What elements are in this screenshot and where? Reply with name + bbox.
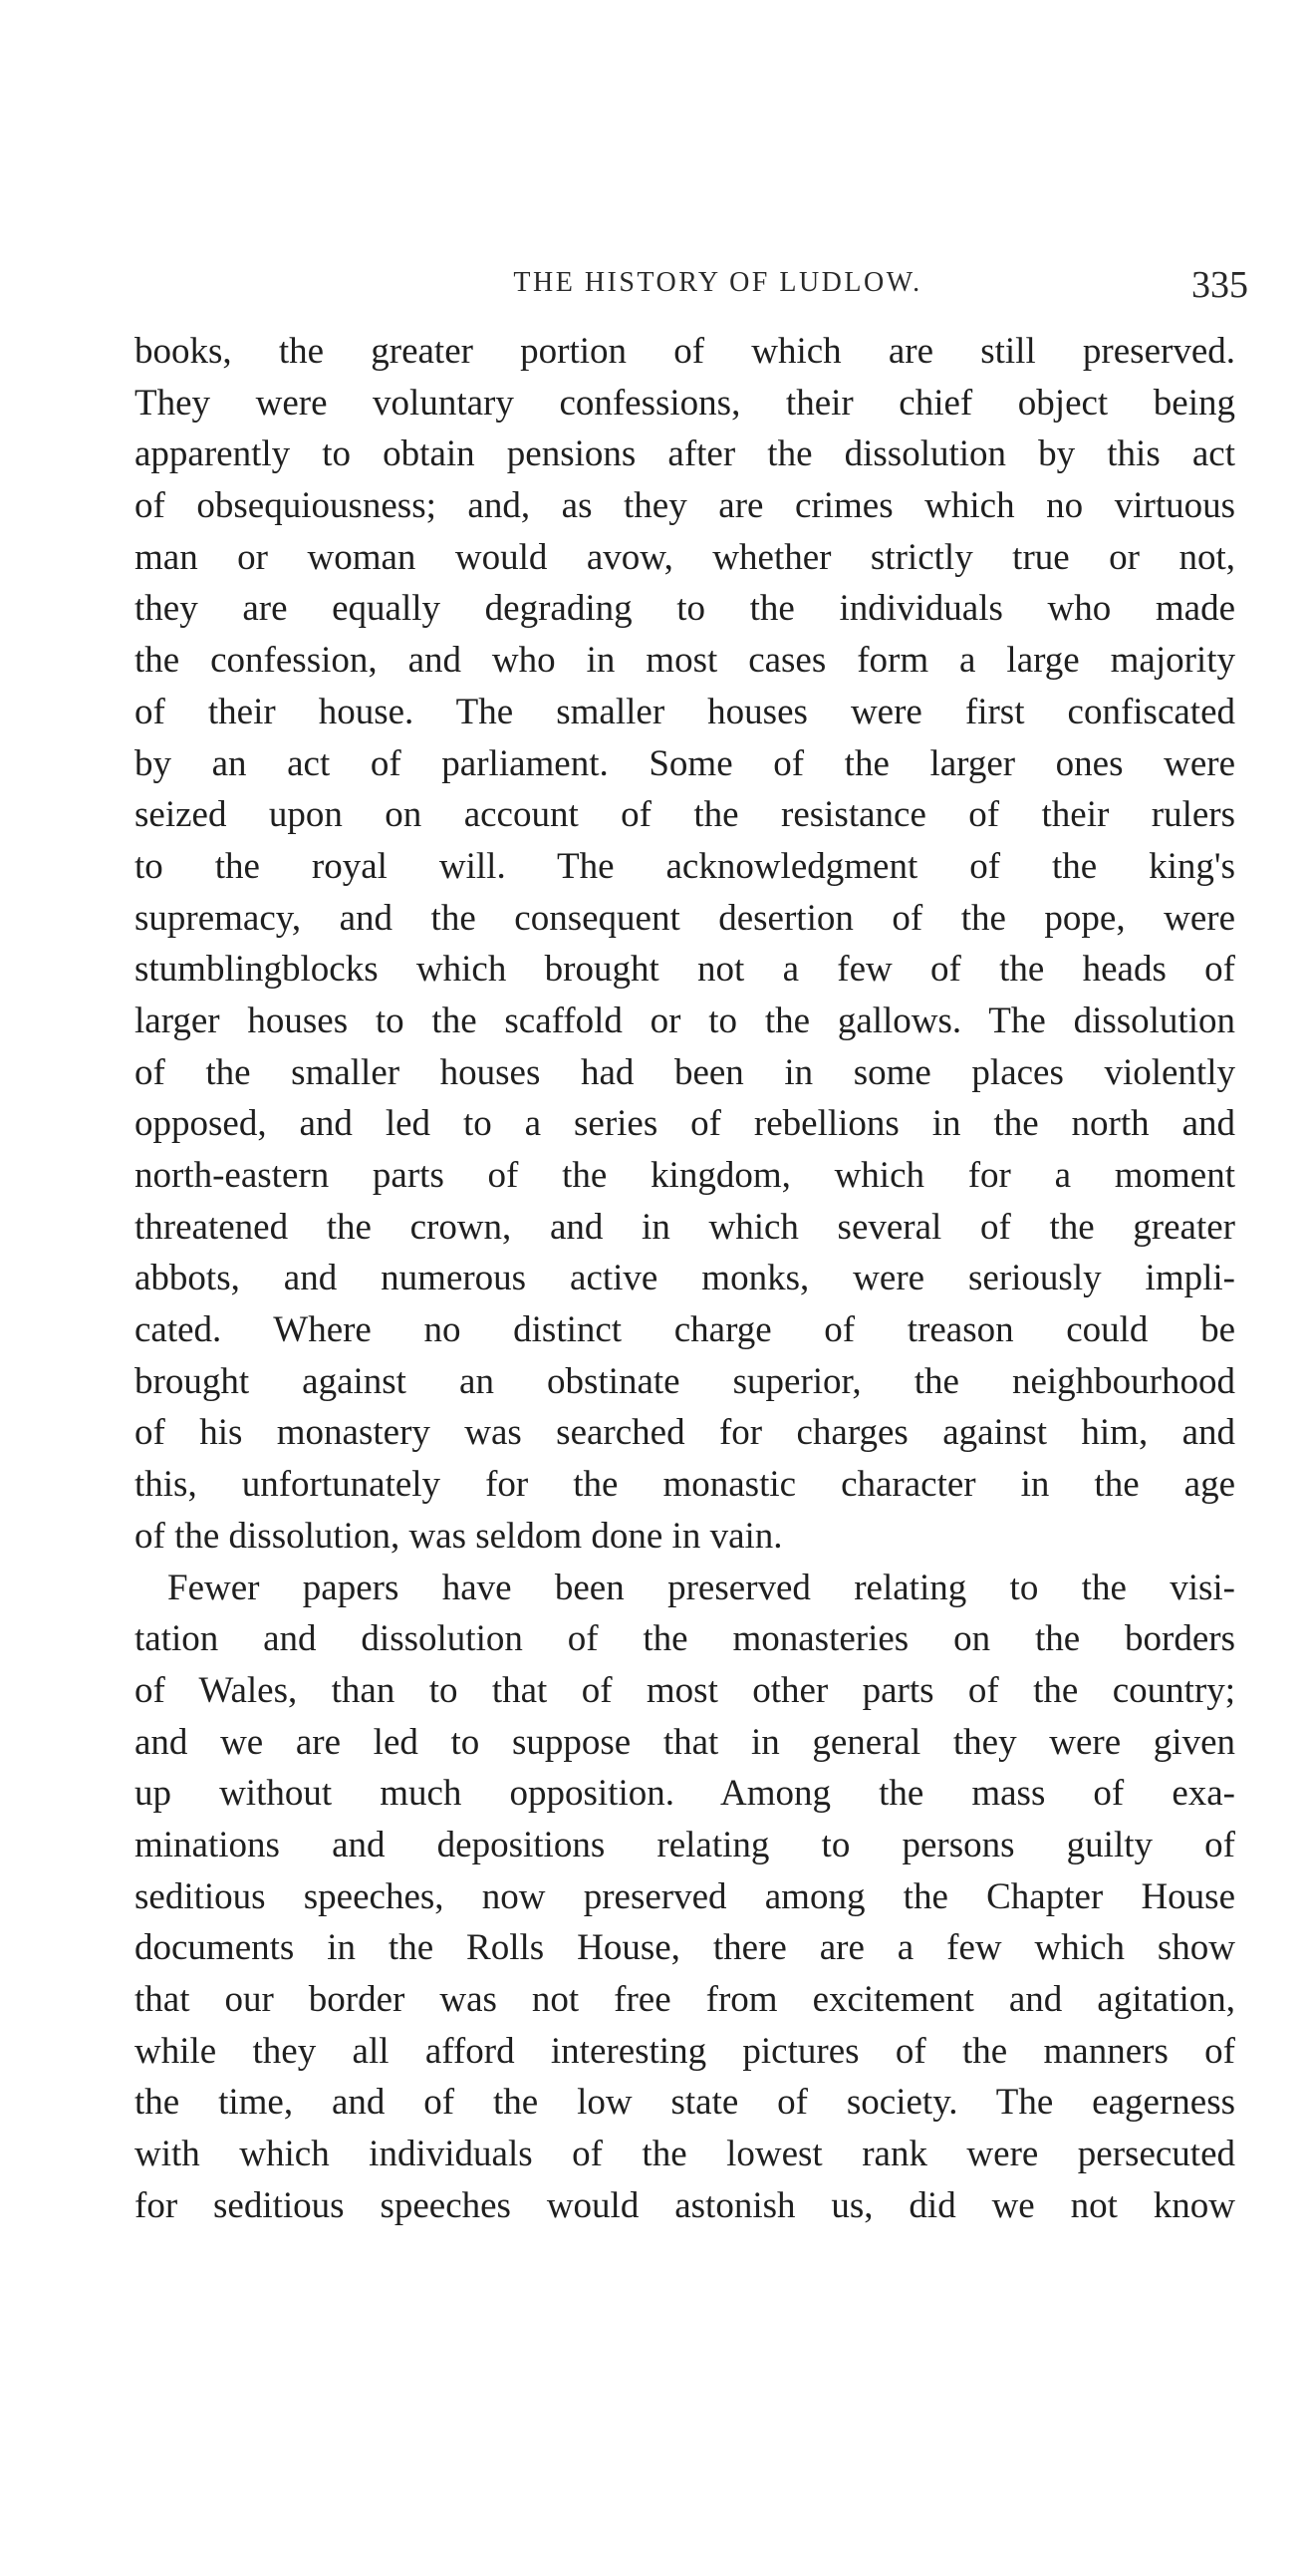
text-line: minations and depositions relating to persons guilty of	[134, 1824, 1235, 1865]
text-line: supremacy, and the consequent desertion of the pope, were	[134, 897, 1235, 939]
paragraph-1	[134, 326, 1235, 1563]
text-line: with which individuals of the lowest rank were persecuted	[134, 2134, 1235, 2175]
text-line: to the royal will. The acknowledgment of the king's	[134, 845, 1235, 887]
text-line: of obsequiousness; and, as they are crimes which no virtuous	[134, 485, 1235, 527]
running-head	[187, 264, 1248, 313]
text-line: of his monastery was searched for charges against him, and	[134, 1412, 1235, 1454]
text-line: of the dissolution, was seldom done in vain.	[134, 1515, 783, 1557]
text-line: books, the greater portion of which are still preserved.	[134, 331, 1235, 372]
text-line: they are equally degrading to the individuals who made	[134, 588, 1235, 630]
text-line: larger houses to the scaffold or to the gallows. The dissolution	[134, 1000, 1235, 1041]
text-line: and we are led to suppose that in general they were given	[134, 1721, 1235, 1763]
text-line: man or woman would avow, whether strictly true or not,	[134, 536, 1235, 578]
text-line: for seditious speeches would astonish us, did we not know	[134, 2184, 1235, 2226]
text-line: threatened the crown, and in which several of the greater	[134, 1206, 1235, 1248]
text-line: apparently to obtain pensions after the dissolution by this act	[134, 433, 1235, 475]
text-line: brought against an obstinate superior, the neighbourhood	[134, 1360, 1235, 1402]
text-line: that our border was not free from excitement and agitation,	[134, 1979, 1235, 2020]
text-line: by an act of parliament. Some of the larger ones were	[134, 742, 1235, 784]
text-line: tation and dissolution of the monasteries on the borders	[134, 1618, 1235, 1660]
text-line: the time, and of the low state of society. The eagerness	[134, 2082, 1235, 2124]
text-line: stumblingblocks which brought not a few of the heads of	[134, 949, 1235, 991]
paragraph-2	[134, 1563, 1235, 2232]
text-line: seized upon on account of the resistance of their rulers	[134, 794, 1235, 836]
text-line: Fewer papers have been preserved relating to the visi-	[167, 1567, 1235, 1608]
running-title: THE HISTORY OF LUDLOW.	[513, 267, 922, 298]
text-line: They were voluntary confessions, their chief object being	[134, 382, 1235, 424]
body-text	[134, 326, 1235, 2231]
text-line: north-eastern parts of the kingdom, which for a moment	[134, 1155, 1235, 1196]
text-line: opposed, and led to a series of rebellions in the north and	[134, 1103, 1235, 1145]
text-line: the confession, and who in most cases form a large majority	[134, 640, 1235, 682]
text-line: cated. Where no distinct charge of treason could be	[134, 1309, 1235, 1351]
text-line: abbots, and numerous active monks, were seriously impli-	[134, 1258, 1235, 1299]
text-line: of the smaller houses had been in some places violently	[134, 1051, 1235, 1093]
text-line: this, unfortunately for the monastic character in the age	[134, 1464, 1235, 1506]
text-line: seditious speeches, now preserved among the Chapter House	[134, 1875, 1235, 1917]
text-line: while they all afford interesting pictures of the manners of	[134, 2030, 1235, 2072]
text-line: up without much opposition. Among the mass of exa-	[134, 1773, 1235, 1815]
text-line: documents in the Rolls House, there are a few which show	[134, 1927, 1235, 1969]
page-number: 335	[1191, 264, 1248, 306]
text-line: of Wales, than to that of most other parts of the country;	[134, 1669, 1235, 1711]
text-line: of their house. The smaller houses were first confiscated	[134, 691, 1235, 732]
